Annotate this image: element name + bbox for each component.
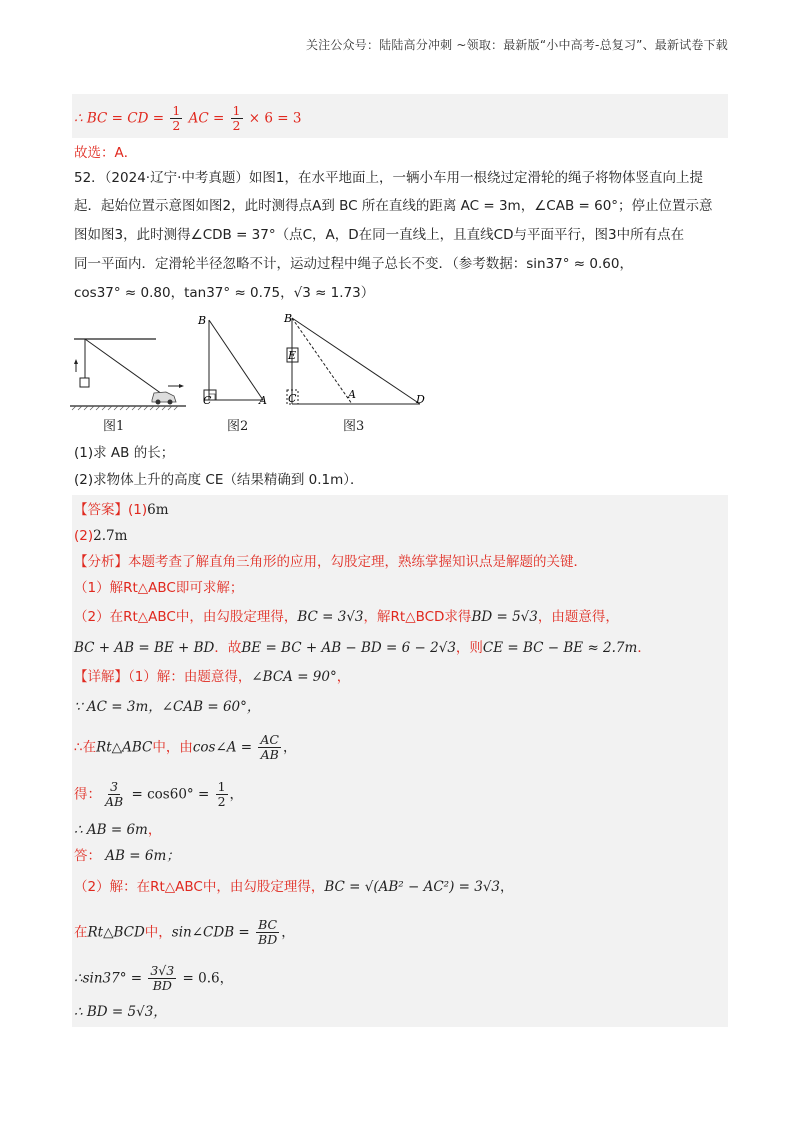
analysis-line-4: BC + AB = BE + BD．故BE = BC + AB − BD = 6 − 2√3，则CE = BC − BE ≈ 2.7m．	[74, 640, 651, 656]
detail-line-9: ∴sin37° = $\frac{3√3}{BD}$ = 0.6，	[74, 963, 234, 993]
problem-line-2: 起．起始位置示意图如图2，此时测得点A到 BC 所在直线的距离 AC = 3m，∠CAB = 60°；停止位置示意	[74, 198, 713, 214]
fraction: $\frac{1}{2}$	[217, 779, 226, 809]
label-d: D	[416, 393, 425, 406]
prev-choice: 故选：A．	[74, 145, 138, 161]
fraction: $\frac{3√3}{BD}$	[150, 963, 175, 993]
figure-3	[282, 310, 432, 410]
detail-line-10: ∴ BD = 5√3，	[74, 1004, 167, 1020]
label-b: B	[198, 314, 207, 327]
car-icon	[152, 392, 176, 402]
detail-line-3: ∴在Rt△ABC中，由cos∠A = $\frac{AC}{AB}$ ，	[74, 732, 297, 762]
problem-line-5: cos37° ≈ 0.80，tan37° ≈ 0.75，√3 ≈ 1.73）	[74, 285, 375, 301]
fraction: $\frac{BC}{BD}$	[258, 917, 278, 947]
object-box	[80, 378, 89, 387]
fraction: $\frac{AC}{AB}$	[260, 732, 279, 762]
figure-2-caption: 图2	[227, 419, 249, 434]
page-header: 关注公众号：陆陆高分冲刺 ~领取：最新版“小中高考-总复习”、最新试卷下载	[305, 38, 728, 52]
analysis-line-3: （2）在Rt△ABC中，由勾股定理得，BC = 3√3，解Rt△BCD求得BD = 5√3，由题意得，	[74, 609, 619, 625]
answer-1: 【答案】(1)6m	[74, 502, 169, 518]
label-c: C	[288, 392, 297, 405]
question-1: (1)求 AB 的长；	[74, 445, 175, 461]
detail-line-4: 得： $\frac{3}{AB}$ = cos60° = $\frac{1}{2}$ ，	[74, 779, 244, 809]
fraction: $\frac{3}{AB}$	[105, 779, 124, 809]
rope-diagonal	[85, 339, 162, 394]
label-e: E	[288, 349, 297, 362]
figure-2	[195, 310, 275, 410]
question-2: (2)求物体上升的高度 CE（结果精确到 0.1m）．	[74, 472, 364, 488]
label-c: C	[203, 394, 212, 407]
label-a: A	[259, 394, 267, 407]
fraction: $\frac{1}{2}$	[172, 103, 181, 133]
analysis-line-1: 【分析】本题考查了解直角三角形的应用，勾股定理，熟练掌握知识点是解题的关键．	[74, 554, 587, 570]
detail-line-5: ∴ AB = 6m，	[74, 822, 162, 838]
analysis-line-2: （1）解Rt△ABC即可求解；	[74, 580, 244, 596]
figure-1	[70, 330, 190, 415]
detail-line-8: 在Rt△BCD中，sin∠CDB = $\frac{BC}{BD}$ ，	[74, 917, 295, 947]
detail-line-7: （2）解：在Rt△ABC中，由勾股定理得，BC = √(AB² − AC²) = 3√3，	[74, 879, 514, 895]
figure-3-caption: 图3	[343, 419, 365, 434]
label-b: B	[284, 312, 293, 325]
problem-line-1: 52．（2024·辽宁·中考真题）如图1，在水平地面上，一辆小车用一根绕过定滑轮的绳子将物体竖直向上提	[74, 170, 703, 186]
problem-line-3: 图如图3，此时测得∠CDB = 37°（点C，A，D在同一直线上，且直线CD与平面平行，图3中所有点在	[74, 227, 685, 243]
label-a: A	[348, 388, 356, 401]
problem-line-4: 同一平面内．定滑轮半径忽略不计，运动过程中绳子总长不变．（参考数据：sin37° ≈ 0.60，	[74, 256, 633, 272]
answer-2: (2)2.7m	[74, 528, 128, 544]
detail-line-1: 【详解】（1）解：由题意得，∠BCA = 90°，	[74, 669, 351, 685]
detail-line-2: ∵ AC = 3m，∠CAB = 60°，	[74, 699, 261, 715]
fraction: $\frac{1}{2}$	[232, 103, 241, 133]
figure-1-caption: 图1	[103, 419, 125, 434]
detail-line-6: 答： AB = 6m；	[74, 848, 180, 864]
prev-equation: ∴ BC = CD = $\frac{1}{2}$ AC = $\frac{1}{2}$ × 6 = 3	[74, 103, 302, 133]
